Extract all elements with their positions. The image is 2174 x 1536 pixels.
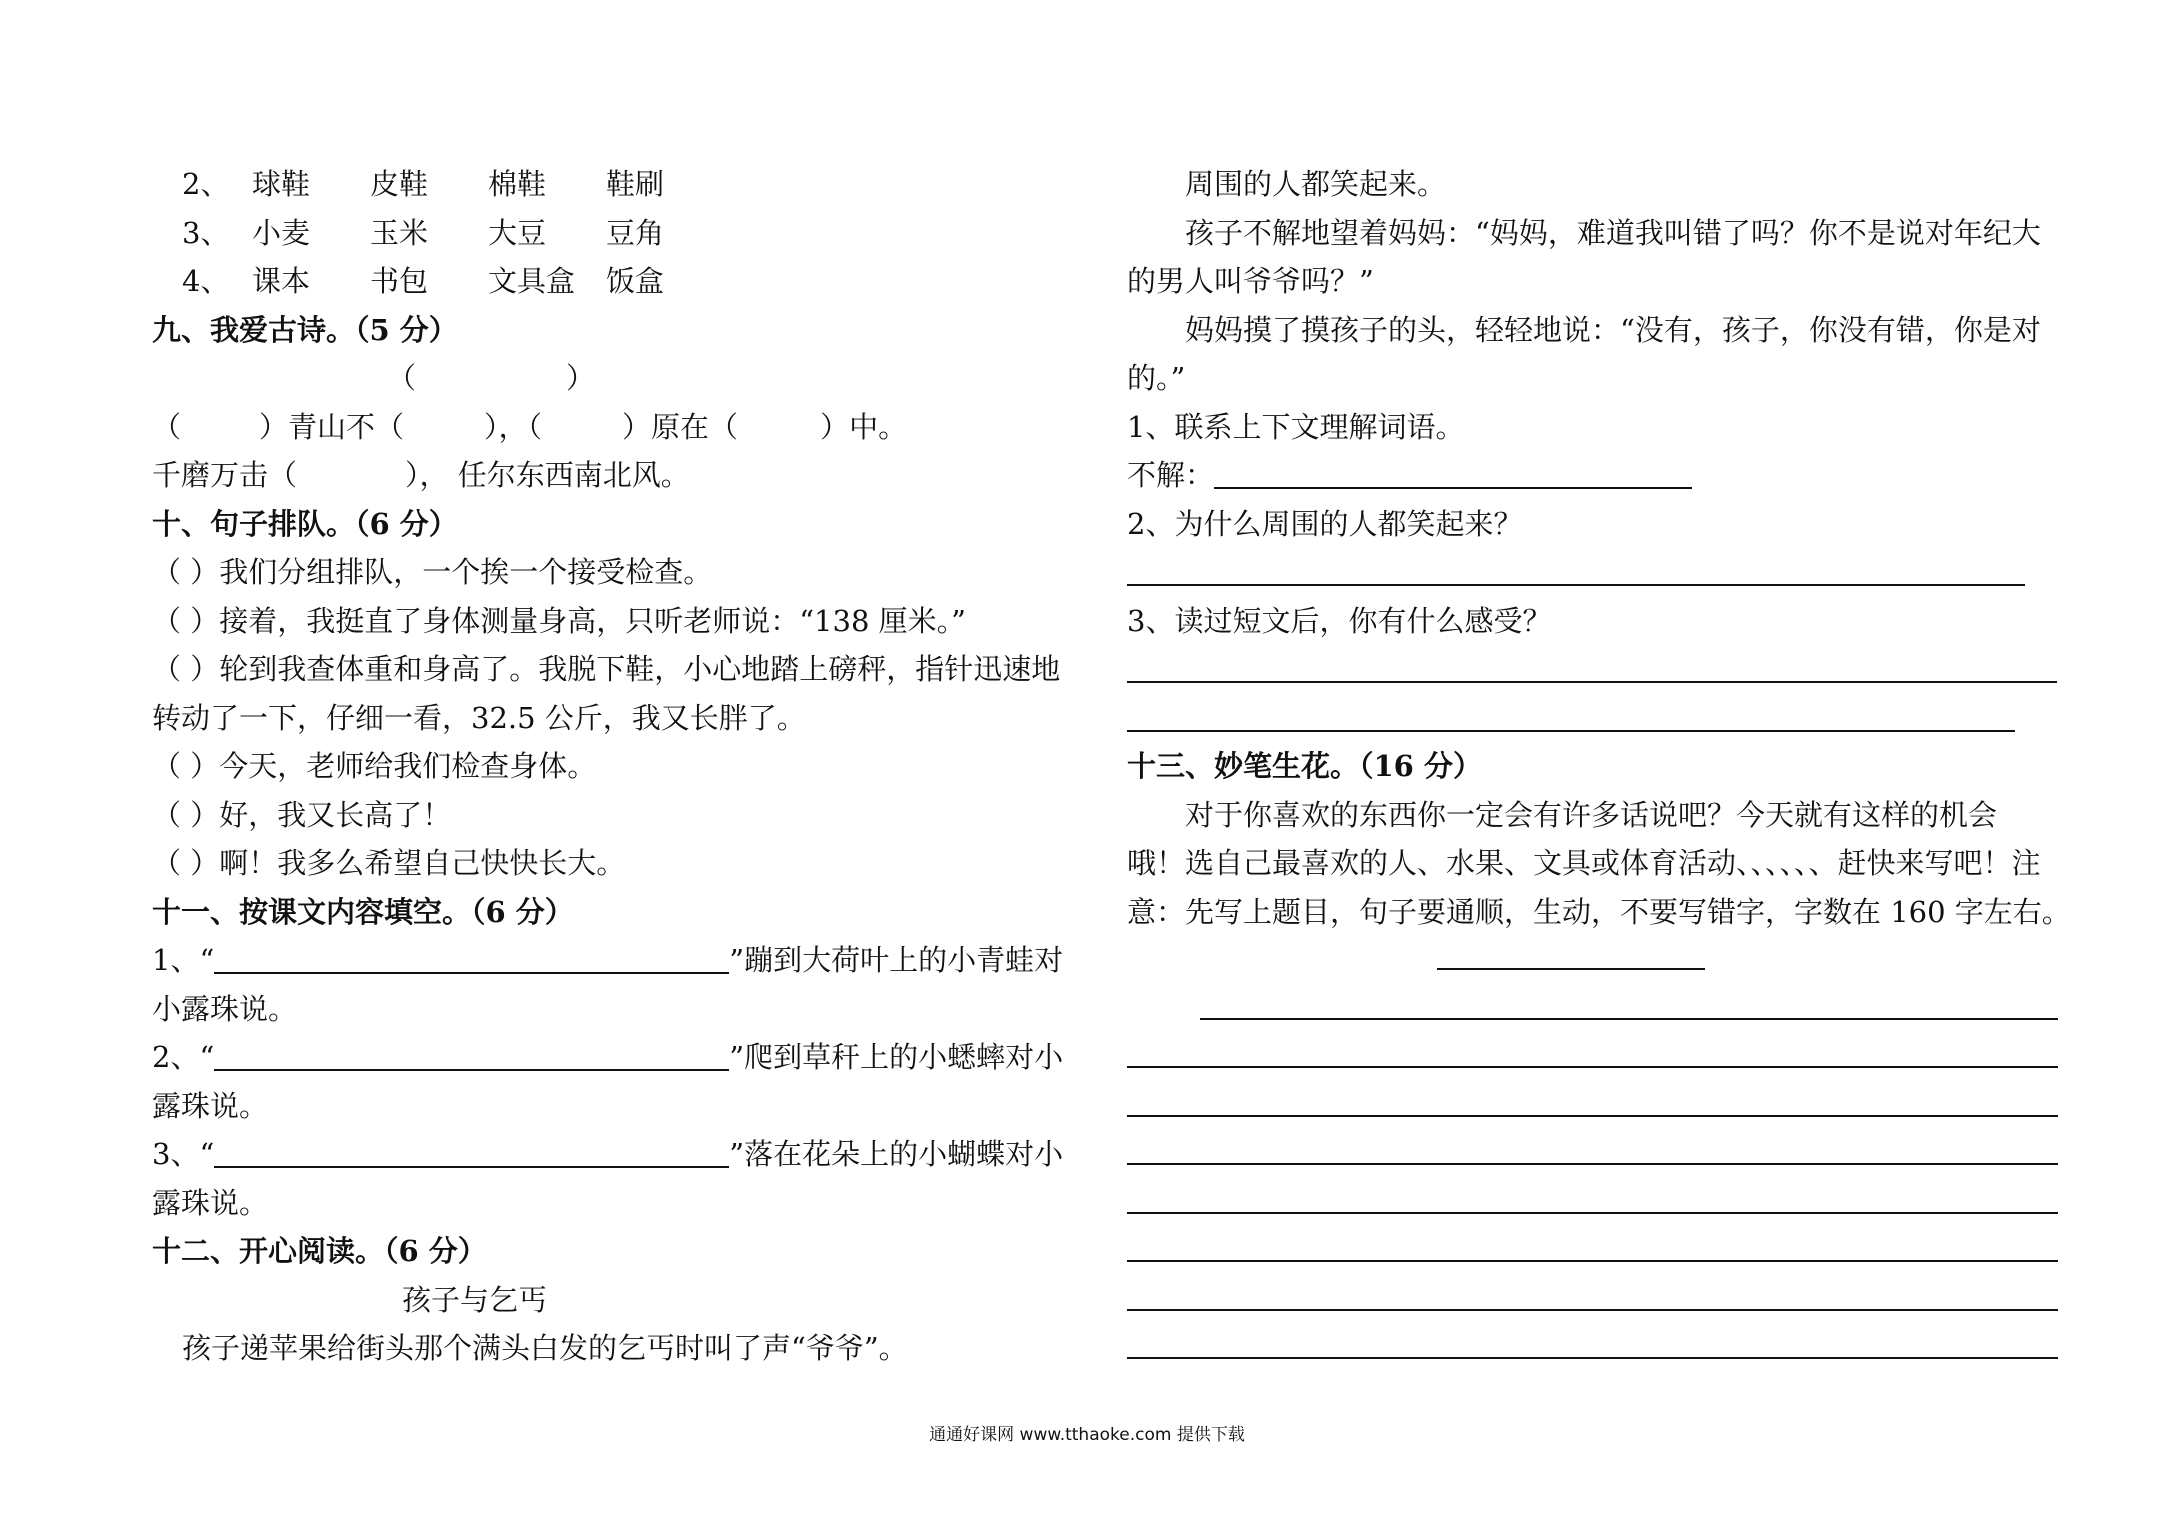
paren-text: ）， 任尔东西南北风。 [405,458,690,492]
paren-text: ），（ [484,409,543,444]
footer-credit: 通通好课网 www.tthaoke.com 提供下载 [929,1425,1245,1445]
row-number: 2、 [182,167,230,201]
question-2: 2、为什么周围的人都笑起来？ [1127,506,1523,541]
row-number: 4、 [182,264,230,298]
answer-blank[interactable] [214,1039,729,1071]
word: 皮鞋 [370,167,429,201]
poem-title-blank [152,354,1087,403]
sentence-item: （ ）轮到我查体重和身高了。我脱下鞋，小心地踏上磅秤，指针迅速地 [152,652,1061,686]
word: 玉米 [370,215,429,250]
story-paragraph: 周围的人都笑起来。 [1185,167,1447,201]
paren-text: ）青山不（ [259,409,405,444]
question-3: 3、读过短文后，你有什么感受？ [1127,603,1552,638]
section-9-title: 九、我爱古诗。（5 分） [152,312,458,347]
poem-title-open-paren: （ [387,361,417,395]
fill-item [152,1033,1087,1082]
answer-blank[interactable] [1127,651,2057,683]
fill-item [152,936,1087,985]
fill-item-continued: 小露珠说。 [152,991,298,1026]
story-title: 孩子与乞丐 [402,1282,548,1317]
word: 书包 [370,264,429,298]
sentence-item-continued: 转动了一下，仔细一看，32.5 公斤，我又长胖了。 [152,700,806,735]
writing-prompt-continued: 意：先写上题目，句子要通顺，生动，不要写错字，字数在 160 字左右。 [1127,894,2071,929]
story-paragraph-continued: 的。” [1127,361,1186,395]
fill-item-continued: 露珠说。 [152,1185,269,1220]
question-1-word [1127,451,2057,500]
answer-blank[interactable] [1214,457,1692,489]
fill-item-continued: 露珠说。 [152,1088,269,1123]
poem-title-close-paren: ） [566,361,596,395]
writing-line[interactable] [1127,1357,2058,1359]
paren-text: ）原在（ [622,409,739,444]
poem-line-1 [152,403,1087,452]
answer-blank[interactable] [214,942,729,974]
item-text: ”爬到草秆上的小蟋蟀对小 [729,1040,1064,1074]
word: 文具盒 [488,264,576,298]
story-paragraph: 妈妈摸了摸孩子的头，轻轻地说：“没有，孩子，你没有错，你是对 [1185,312,2041,347]
word: 小麦 [252,215,311,250]
writing-prompt-continued: 哦！选自己最喜欢的人、水果、文具或体育活动、、、、、、赶快来写吧！注 [1127,846,2041,880]
section-10-title: 十、句子排队。（6 分） [152,506,458,541]
writing-line[interactable] [1127,1309,2058,1311]
story-paragraph: 孩子不解地望着妈妈：“妈妈，难道我叫错了吗？你不是说对年纪大 [1185,215,2041,250]
item-number: 2、“ [152,1040,215,1074]
writing-line[interactable] [1127,1066,2058,1068]
section-13-title: 十三、妙笔生花。（16 分） [1127,749,1482,783]
item-text: ”蹦到大荷叶上的小青蛙对 [729,943,1064,977]
section-11-title: 十一、按课文内容填空。（6 分） [152,894,574,929]
question-3-answer-row [1127,645,2057,694]
sentence-item: （ ）今天，老师给我们检查身体。 [152,749,597,783]
sentence-item: （ ）啊！我多么希望自己快快长大。 [152,846,626,880]
item-text: ”落在花朵上的小蝴蝶对小 [729,1137,1064,1171]
paren-text: （ [152,409,182,444]
word-row [152,257,1087,306]
word: 大豆 [488,215,547,250]
left-column [152,160,1087,1373]
word-row [152,209,1087,258]
answer-blank[interactable] [1127,700,2015,732]
poem-line-2 [152,451,1087,500]
writing-line[interactable] [1200,1018,2058,1020]
story-paragraph: 孩子递苹果给街头那个满头白发的乞丐时叫了声“爷爷”。 [182,1331,908,1365]
composition-title-line[interactable] [1437,968,1705,970]
writing-line[interactable] [1127,1163,2058,1165]
row-number: 3、 [182,215,230,250]
question-1: 1、联系上下文理解词语。 [1127,409,1465,444]
word: 球鞋 [252,167,311,201]
answer-blank[interactable] [1127,554,2025,586]
writing-line[interactable] [1127,1115,2058,1117]
word: 鞋刷 [606,167,665,201]
word-row [152,160,1087,209]
fill-item [152,1130,1087,1179]
paren-text: ）中。 [820,409,908,444]
question-3-answer-row [1127,694,2057,743]
sentence-item: （ ）我们分组排队，一个挨一个接受检查。 [152,555,713,589]
item-number: 3、“ [152,1137,215,1171]
section-12-title: 十二、开心阅读。（6 分） [152,1234,487,1268]
word: 棉鞋 [488,167,547,201]
word-label: 不解： [1127,458,1215,492]
right-column [1127,160,2071,936]
word: 饭盒 [606,264,665,298]
writing-line[interactable] [1127,1260,2058,1262]
paren-text: 千磨万击（ [152,458,298,492]
item-number: 1、“ [152,943,215,977]
word: 豆角 [606,215,665,250]
sentence-item: （ ）接着，我挺直了身体测量身高，只听老师说：“138 厘米。” [152,603,966,638]
question-2-answer-row [1127,548,2057,597]
answer-blank[interactable] [214,1136,729,1168]
story-paragraph-continued: 的男人叫爷爷吗？” [1127,264,1374,298]
writing-line[interactable] [1127,1212,2058,1214]
sentence-item: （ ）好，我又长高了！ [152,797,452,832]
writing-prompt: 对于你喜欢的东西你一定会有许多话说吧？今天就有这样的机会 [1185,797,1998,832]
word: 课本 [252,264,311,298]
